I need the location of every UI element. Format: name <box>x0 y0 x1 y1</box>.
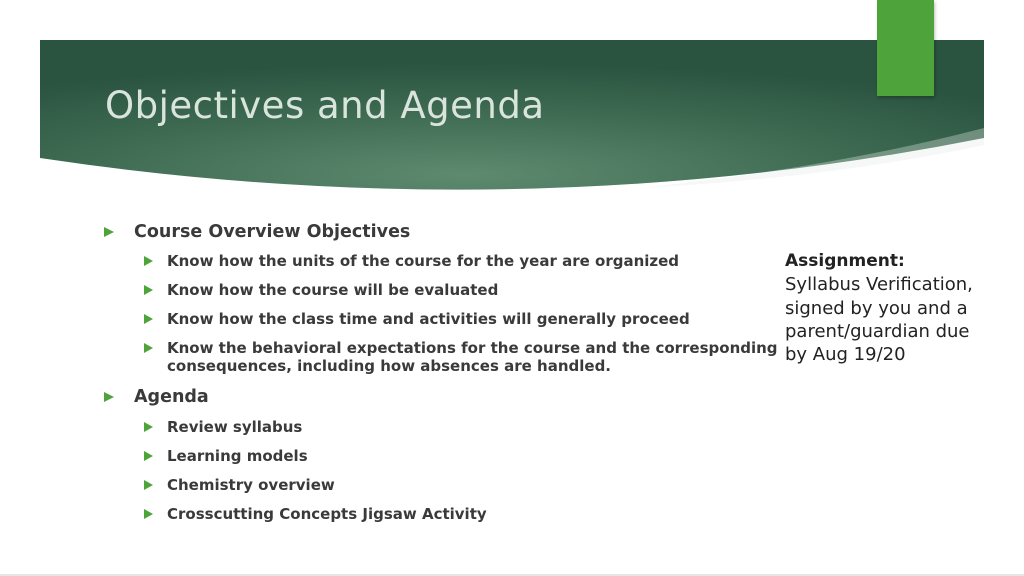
assignment-box <box>785 250 985 366</box>
section-heading-agenda <box>104 385 784 409</box>
list-item: Know the behavioral expectations for the course and the corresponding consequences, including how absences are handled. <box>104 339 784 375</box>
list-item: Know how the class time and activities will generally proceed <box>104 310 784 328</box>
triangle-bullet-icon <box>144 480 153 490</box>
section-heading-label: Course Overview Objectives <box>134 222 411 242</box>
triangle-bullet-icon <box>104 392 114 402</box>
list-item: Know how the units of the course for the year are organized <box>104 252 784 270</box>
section-heading-objectives <box>104 220 784 244</box>
triangle-bullet-icon <box>144 285 153 295</box>
triangle-bullet-icon <box>144 422 153 432</box>
triangle-bullet-icon <box>144 343 153 353</box>
list-item: Learning models <box>104 447 784 465</box>
triangle-bullet-icon <box>144 256 153 266</box>
assignment-text: Syllabus Verification, signed by you and a parent/guardian due by Aug 19/20 <box>785 274 973 366</box>
assignment-label: Assignment: <box>785 251 905 271</box>
list-item: Chemistry overview <box>104 476 784 494</box>
triangle-bullet-icon <box>144 451 153 461</box>
list-item: Crosscutting Concepts Jigsaw Activity <box>104 505 784 523</box>
list-item: Know how the course will be evaluated <box>104 281 784 299</box>
bullet-content <box>104 220 784 523</box>
triangle-bullet-icon <box>144 314 153 324</box>
triangle-bullet-icon <box>144 509 153 519</box>
list-item: Review syllabus <box>104 418 784 436</box>
triangle-bullet-icon <box>104 227 114 237</box>
section-heading-label: Agenda <box>134 387 209 407</box>
accent-tab <box>877 0 934 96</box>
slide-title: Objectives and Agenda <box>105 84 545 127</box>
